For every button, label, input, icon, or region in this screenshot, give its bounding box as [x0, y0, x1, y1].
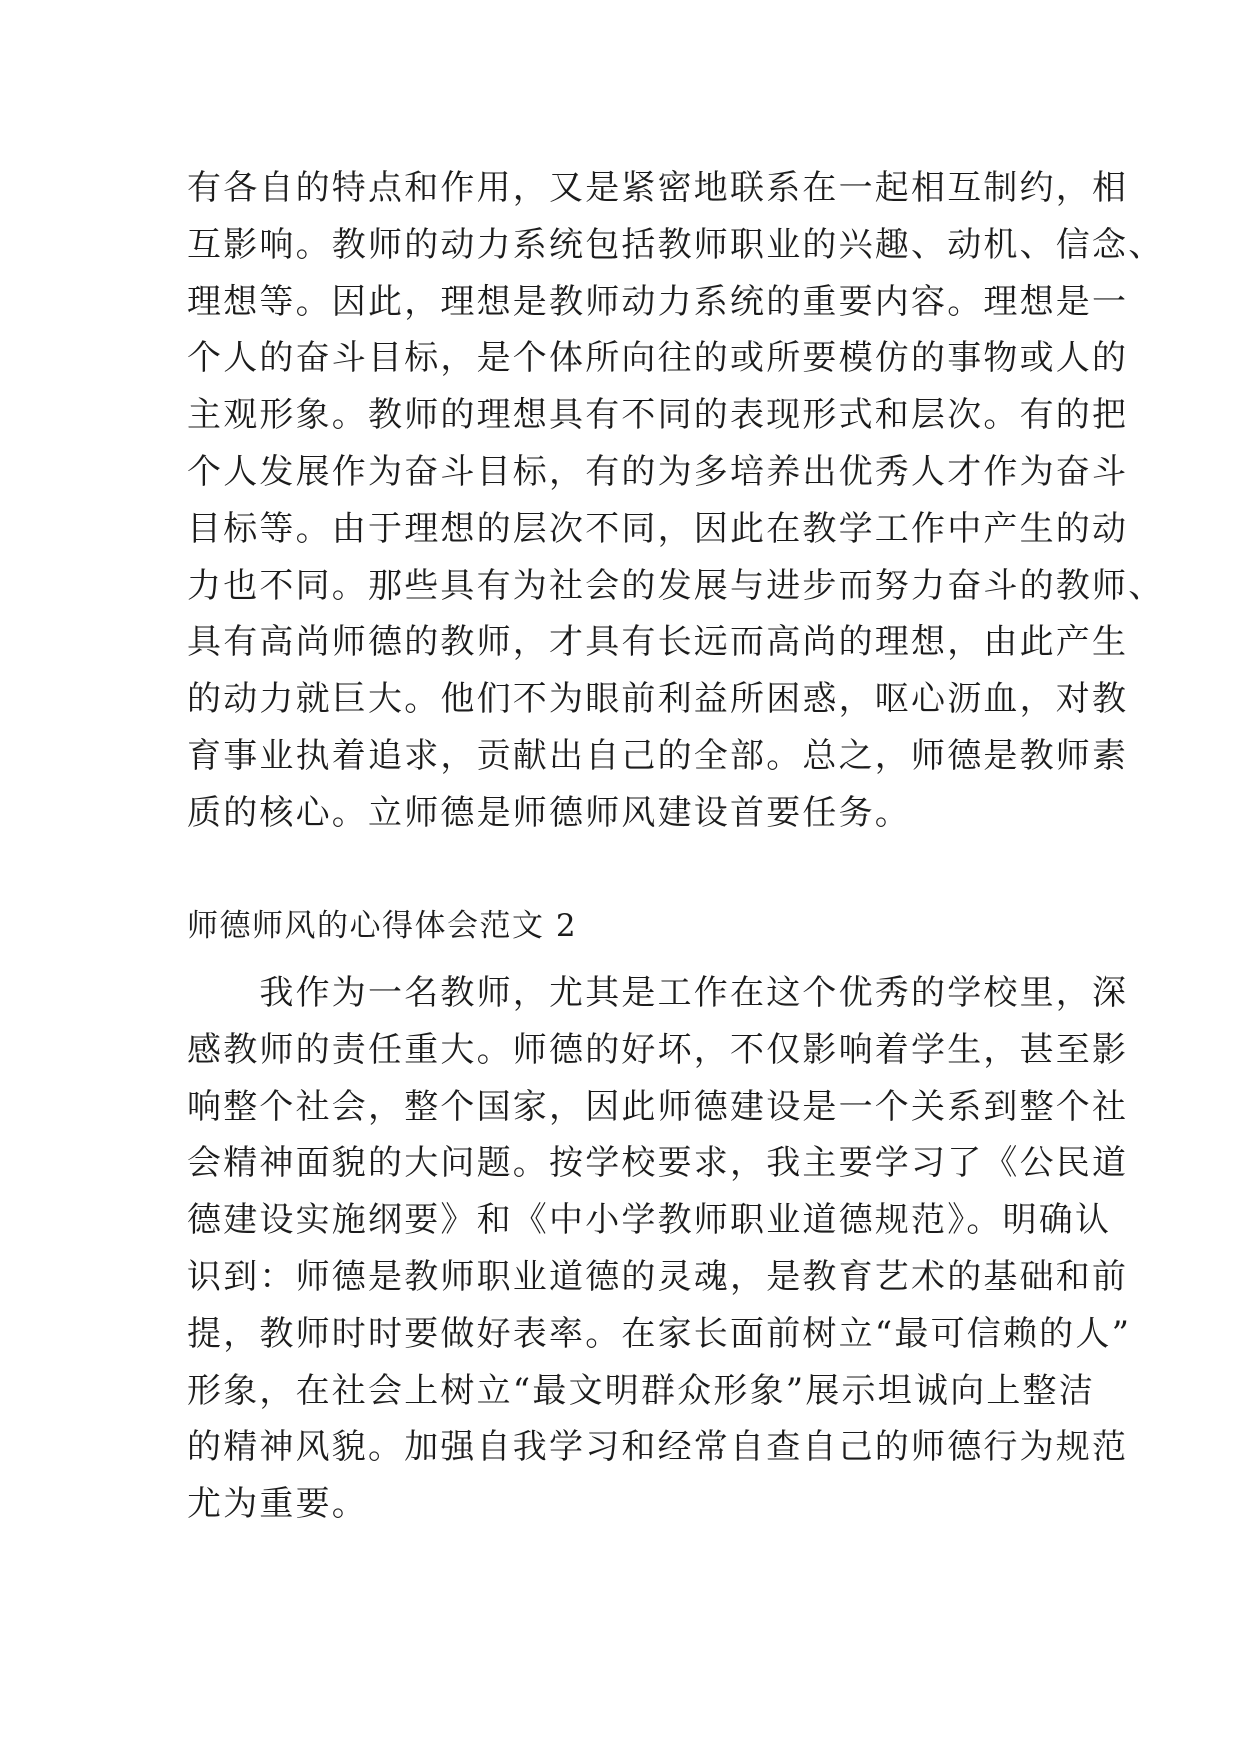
- paragraph-line: 提，教师时时要做好表率。在家长面前树立“最可信赖的人”: [187, 1313, 1132, 1354]
- paragraph-line: 的动力就巨大。他们不为眼前利益所困惑，呕心沥血，对教: [187, 679, 1129, 720]
- paragraph-line: 会精神面貌的大问题。按学校要求，我主要学习了《公民道: [187, 1143, 1129, 1184]
- paragraph-line: 有各自的特点和作用，又是紧密地联系在一起相互制约，相: [187, 168, 1129, 208]
- paragraph-line: 育事业执着追求，贡献出自己的全部。总之，师德是教师素: [187, 735, 1129, 776]
- paragraph-line: 理想等。因此，理想是教师动力系统的重要内容。理想是一: [187, 281, 1129, 322]
- paragraph-line: 个人的奋斗目标，是个体所向往的或所要模仿的事物或人的: [187, 338, 1129, 379]
- paragraph-line: 互影响。教师的动力系统包括教师职业的兴趣、动机、信念、: [187, 224, 1165, 265]
- paragraph-line: 个人发展作为奋斗目标，有的为多培养出优秀人才作为奋斗: [187, 451, 1129, 492]
- paragraph-line-last: 尤为重要。: [187, 1484, 368, 1525]
- section-heading: 师德师风的心得体会范文 2: [187, 908, 578, 944]
- paragraph-line: 目标等。由于理想的层次不同，因此在教学工作中产生的动: [187, 508, 1129, 549]
- paragraph-line-last: 质的核心。立师德是师德师风建设首要任务。: [187, 792, 911, 833]
- paragraph-two: [187, 965, 1132, 1533]
- paragraph-line: 响整个社会，整个国家，因此师德建设是一个关系到整个社: [187, 1086, 1129, 1127]
- paragraph-line: 具有高尚师德的教师，才具有长远而高尚的理想，由此产生: [187, 622, 1129, 663]
- paragraph-line: 形象，在社会上树立“最文明群众形象”展示坦诚向上整洁: [187, 1370, 1095, 1411]
- paragraph-line: 感教师的责任重大。师德的好坏，不仅影响着学生，甚至影: [187, 1029, 1129, 1070]
- paragraph-line: 我作为一名教师，尤其是工作在这个优秀的学校里，深: [187, 973, 1129, 1013]
- paragraph-line: 主观形象。教师的理想具有不同的表现形式和层次。有的把: [187, 395, 1129, 436]
- paragraph-line: 力也不同。那些具有为社会的发展与进步而努力奋斗的教师、: [187, 565, 1165, 606]
- paragraph-line: 识到：师德是教师职业道德的灵魂，是教育艺术的基础和前: [187, 1256, 1129, 1297]
- paragraph-line: 德建设实施纲要》和《中小学教师职业道德规范》。明确认: [187, 1200, 1112, 1241]
- paragraph-one: [187, 160, 1165, 842]
- paragraph-line: 的精神风貌。加强自我学习和经常自查自己的师德行为规范: [187, 1427, 1129, 1468]
